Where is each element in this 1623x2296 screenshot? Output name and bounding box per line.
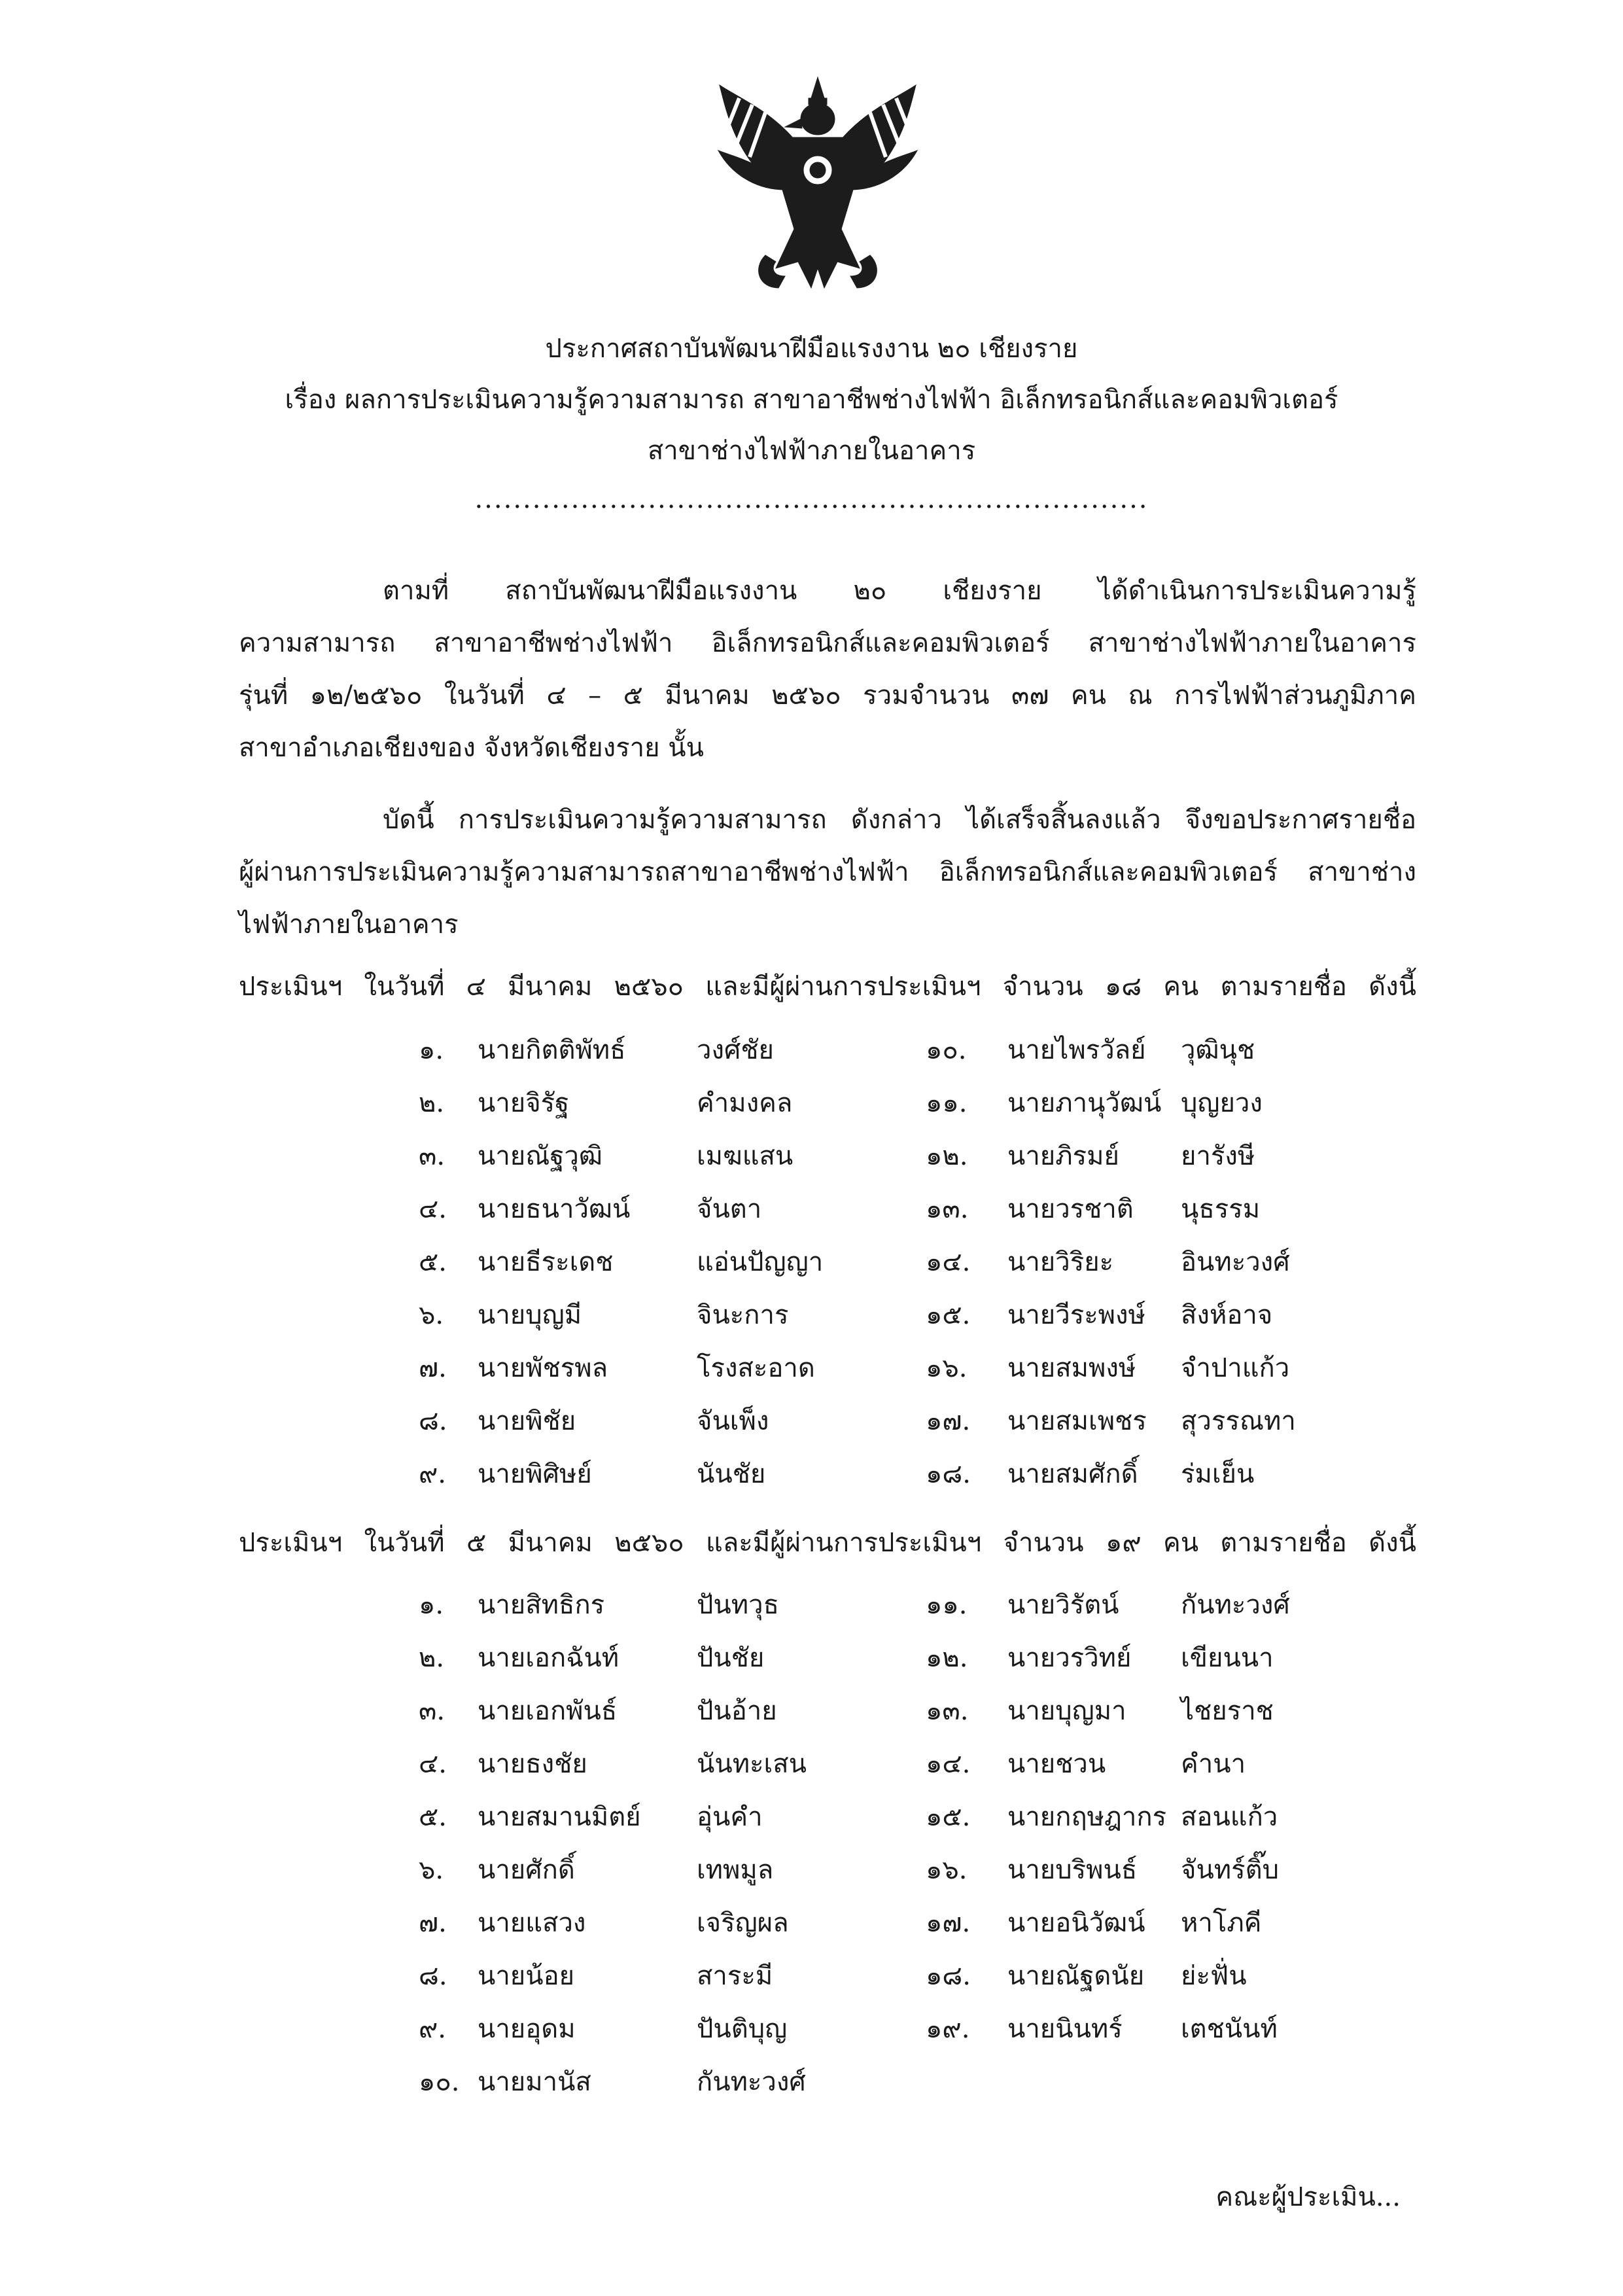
entry-number: ๗. <box>419 1353 447 1383</box>
entry-number: ๒. <box>419 1643 445 1673</box>
entry-first-name: นายเอกฉันท์ <box>478 1643 620 1673</box>
entry-number: ๑๖. <box>926 1855 968 1885</box>
entry-number: ๑๗. <box>926 1406 971 1436</box>
entry-last-name: จินะการ <box>697 1300 789 1330</box>
entry-number: ๑๔. <box>926 1749 971 1779</box>
entry-number: ๖. <box>419 1855 444 1885</box>
entry-last-name: ปันติบุญ <box>697 2014 788 2044</box>
entry-last-name: ย่ะฟั่น <box>1181 1961 1247 1991</box>
entry-last-name: ไชยราช <box>1181 1696 1274 1726</box>
entry-number: ๑๕. <box>926 1802 971 1832</box>
entry-last-name: กันทะวงศ์ <box>697 2067 806 2097</box>
entry-last-name: จันตา <box>697 1194 762 1224</box>
entry-last-name: นันทะเสน <box>697 1749 807 1779</box>
entry-number: ๑๘. <box>926 1961 971 1991</box>
entry-number: ๙. <box>419 2014 447 2044</box>
entry-first-name: นายน้อย <box>478 1961 575 1991</box>
entry-last-name: อินทะวงศ์ <box>1181 1247 1290 1277</box>
entry-number: ๑๙. <box>926 2014 970 2044</box>
entry-number: ๑๐. <box>419 2067 460 2097</box>
dotted-separator: ...................................................................... <box>474 484 1149 514</box>
entry-number: ๑๑. <box>926 1590 968 1620</box>
entry-first-name: นายพิศิษย์ <box>478 1459 592 1489</box>
paragraph-2-line-3: ไฟฟ้าภายในอาคาร <box>239 910 459 940</box>
entry-number: ๓. <box>419 1141 445 1171</box>
entry-first-name: นายกิตติพัทธ์ <box>478 1035 626 1065</box>
entry-last-name: แอ่นปัญญา <box>697 1247 824 1277</box>
entry-last-name: สิงห์อาจ <box>1181 1300 1273 1330</box>
entry-last-name: นุธรรม <box>1181 1194 1261 1224</box>
entry-number: ๗. <box>419 1908 447 1938</box>
entry-first-name: นายชวน <box>1007 1749 1106 1779</box>
entry-last-name: สุวรรณทา <box>1181 1406 1296 1436</box>
entry-first-name: นายบุญมี <box>478 1300 582 1330</box>
entry-number: ๑๒. <box>926 1643 968 1673</box>
entry-first-name: นายธงชัย <box>478 1749 587 1779</box>
entry-number: ๓. <box>419 1696 445 1726</box>
entry-last-name: เตชนันท์ <box>1181 2014 1278 2044</box>
day1-heading: ประเมินฯ ในวันที่ ๔ มีนาคม ๒๕๖๐ และมีผู้ผ่านการประเมินฯ จำนวน ๑๘ คน ตามรายชื่อ ดังนี้ <box>239 972 1416 1002</box>
entry-last-name: เขียนนา <box>1181 1643 1274 1673</box>
entry-number: ๙. <box>419 1459 447 1489</box>
paragraph-1-line-3: รุ่นที่ ๑๒/๒๕๖๐ ในวันที่ ๔ – ๕ มีนาคม ๒๕๖๐ รวมจำนวน ๓๗ คน ณ การไฟฟ้าส่วนภูมิภาค <box>239 680 1416 711</box>
entry-first-name: นายวิริยะ <box>1007 1247 1114 1277</box>
entry-number: ๑๗. <box>926 1908 971 1938</box>
entry-first-name: นายธีระเดช <box>478 1247 614 1277</box>
entry-first-name: นายสมพงษ์ <box>1007 1353 1136 1383</box>
entry-number: ๑๓. <box>926 1696 969 1726</box>
paragraph-2-line-2: ผู้ผ่านการประเมินความรู้ความสามารถสาขาอาชีพช่างไฟฟ้า อิเล็กทรอนิกส์และคอมพิวเตอร์ สาขาช่าง <box>239 857 1416 887</box>
entry-number: ๑. <box>419 1590 444 1620</box>
entry-number: ๑. <box>419 1035 444 1065</box>
entry-first-name: นายอนิวัฒน์ <box>1007 1908 1145 1938</box>
entry-last-name: กันทะวงศ์ <box>1181 1590 1290 1620</box>
entry-last-name: หาโภคี <box>1181 1908 1262 1938</box>
entry-last-name: จันทร์ติ๊บ <box>1181 1855 1279 1885</box>
entry-number: ๑๘. <box>926 1459 971 1489</box>
entry-last-name: โรงสะอาด <box>697 1353 815 1383</box>
subject-line-2: สาขาช่างไฟฟ้าภายในอาคาร <box>647 436 976 466</box>
entry-first-name: นายบริพนธ์ <box>1007 1855 1138 1885</box>
entry-last-name: เทพมูล <box>697 1855 774 1885</box>
entry-number: ๑๑. <box>926 1088 968 1118</box>
entry-number: ๑๒. <box>926 1141 968 1171</box>
paragraph-1-line-4: สาขาอำเภอเชียงของ จังหวัดเชียงราย นั้น <box>239 733 704 763</box>
entry-first-name: นายสิทธิกร <box>478 1590 605 1620</box>
entry-first-name: นายวิรัตน์ <box>1007 1590 1119 1620</box>
entry-last-name: จำปาแก้ว <box>1181 1353 1290 1383</box>
entry-last-name: คำมงคล <box>697 1088 793 1118</box>
garuda-emblem-icon <box>713 72 922 294</box>
entry-last-name: นันชัย <box>697 1459 766 1489</box>
entry-first-name: นายจิรัฐ <box>478 1088 570 1118</box>
entry-number: ๑๔. <box>926 1247 971 1277</box>
entry-number: ๔. <box>419 1194 447 1224</box>
entry-first-name: นายบุญมา <box>1007 1696 1126 1726</box>
entry-first-name: นายสมานมิตย์ <box>478 1802 641 1832</box>
entry-first-name: นายนินทร์ <box>1007 2014 1123 2044</box>
entry-number: ๑๓. <box>926 1194 969 1224</box>
entry-first-name: นายณัฐดนัย <box>1007 1961 1145 1991</box>
entry-last-name: บุญยวง <box>1181 1088 1263 1118</box>
entry-first-name: นายศักดิ์ <box>478 1855 575 1885</box>
entry-first-name: นายภานุวัฒน์ <box>1007 1088 1162 1118</box>
entry-number: ๕. <box>419 1247 447 1277</box>
entry-number: ๑๖. <box>926 1353 968 1383</box>
entry-last-name: ยารังษี <box>1181 1141 1255 1171</box>
entry-number: ๖. <box>419 1300 444 1330</box>
entry-number: ๘. <box>419 1406 447 1436</box>
entry-number: ๒. <box>419 1088 445 1118</box>
entry-first-name: นายวีระพงษ์ <box>1007 1300 1145 1330</box>
entry-first-name: นายธนาวัฒน์ <box>478 1194 631 1224</box>
announcement-title: ประกาศสถาบันพัฒนาฝีมือแรงงาน ๒๐ เชียงราย <box>545 334 1078 364</box>
day2-heading: ประเมินฯ ในวันที่ ๕ มีนาคม ๒๕๖๐ และมีผู้ผ่านการประเมินฯ จำนวน ๑๙ คน ตามรายชื่อ ดังนี้ <box>239 1528 1416 1558</box>
entry-first-name: นายภิรมย์ <box>1007 1141 1119 1171</box>
paragraph-2-line-1: บัดนี้ การประเมินความรู้ความสามารถ ดังกล่าว ได้เสร็จสิ้นลงแล้ว จึงขอประกาศรายชื่อ <box>383 805 1416 835</box>
entry-last-name: เจริญผล <box>697 1908 789 1938</box>
entry-number: ๘. <box>419 1961 447 1991</box>
entry-number: ๑๐. <box>926 1035 967 1065</box>
entry-first-name: นายเอกพันธ์ <box>478 1696 618 1726</box>
entry-first-name: นายพิชัย <box>478 1406 576 1436</box>
entry-number: ๔. <box>419 1749 447 1779</box>
entry-first-name: นายแสวง <box>478 1908 586 1938</box>
paragraph-1-line-2: ความสามารถ สาขาอาชีพช่างไฟฟ้า อิเล็กทรอนิกส์และคอมพิวเตอร์ สาขาช่างไฟฟ้าภายในอาคาร <box>239 628 1416 658</box>
subject-line: เรื่อง ผลการประเมินความรู้ความสามารถ สาขาอาชีพช่างไฟฟ้า อิเล็กทรอนิกส์และคอมพิวเตอร์ <box>285 385 1338 415</box>
entry-first-name: นายกฤษฎากร <box>1007 1802 1167 1832</box>
entry-first-name: นายอุดม <box>478 2014 576 2044</box>
entry-last-name: ร่มเย็น <box>1181 1459 1255 1489</box>
entry-first-name: นายไพรวัลย์ <box>1007 1035 1146 1065</box>
entry-last-name: อุ่นคำ <box>697 1802 763 1832</box>
entry-first-name: นายมานัส <box>478 2067 591 2097</box>
entry-first-name: นายสมศักดิ์ <box>1007 1459 1138 1489</box>
entry-last-name: จันเพ็ง <box>697 1406 769 1436</box>
entry-last-name: สอนแก้ว <box>1181 1802 1278 1832</box>
entry-first-name: นายวรชาติ <box>1007 1194 1134 1224</box>
paragraph-1-line-1: ตามที่ สถาบันพัฒนาฝีมือแรงงาน ๒๐ เชียงราย ได้ดำเนินการประเมินความรู้ <box>383 576 1416 606</box>
entry-first-name: นายพัชรพล <box>478 1353 608 1383</box>
entry-last-name: สาระมี <box>697 1961 773 1991</box>
entry-last-name: ปันชัย <box>697 1643 765 1673</box>
entry-first-name: นายณัฐวุฒิ <box>478 1141 603 1171</box>
entry-last-name: เมฆแสน <box>697 1141 794 1171</box>
entry-first-name: นายวรวิทย์ <box>1007 1643 1132 1673</box>
entry-number: ๕. <box>419 1802 447 1832</box>
entry-first-name: นายสมเพชร <box>1007 1406 1147 1436</box>
entry-last-name: ปันทวุธ <box>697 1590 779 1620</box>
entry-number: ๑๕. <box>926 1300 971 1330</box>
entry-last-name: วงศ์ชัย <box>697 1035 774 1065</box>
entry-last-name: คำนา <box>1181 1749 1246 1779</box>
entry-last-name: วุฒินุช <box>1181 1035 1255 1065</box>
continuation-text: คณะผู้ประเมิน... <box>1215 2182 1401 2212</box>
entry-last-name: ปันอ้าย <box>697 1696 777 1726</box>
